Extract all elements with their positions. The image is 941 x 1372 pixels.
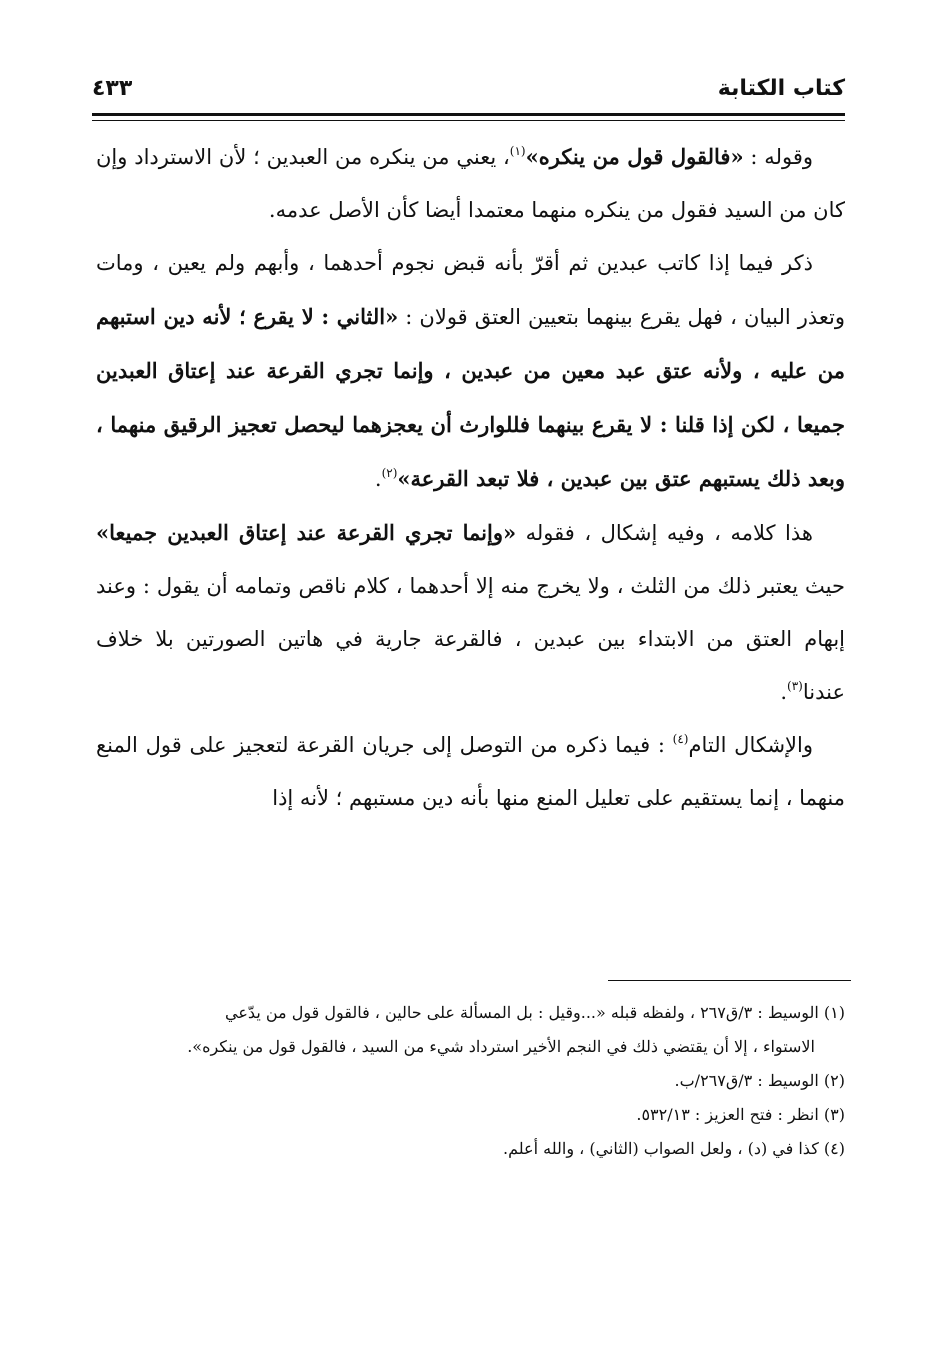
- footnote-3: (٣) انظر : فتح العزيز : ٥٣٢/١٣.: [636, 1105, 845, 1124]
- footnote-ref: (٣): [787, 679, 803, 693]
- quote-bold: «فالقول قول من ينكره»: [525, 144, 744, 169]
- footnote-ref: (٢): [381, 466, 398, 480]
- footnote-ref: (١): [509, 144, 526, 158]
- footnote-ref: (٤): [672, 732, 689, 746]
- paragraph-3: هذا كلامه ، وفيه إشكال ، فقوله «وإنما تجري القرعة عند إعتاق العبدين جميعا» حيث يعتبر ذلك من الثلث ، ولا يخرج منه إلا أحدهما ، كلام ناقص وتمامه أن يقول : وعند إبهام العتق من الابتداء بين عبدين ، فالقرعة جارية في هاتين الصورتين بلا خلاف عندنا$^{(٣)}$.: [96, 520, 845, 704]
- footnote-1-continued: الاستواء ، إلا أن يقتضي ذلك في النجم الأخير استرداد شيء من السيد ، فالقول قول من ينكره».: [187, 1037, 815, 1056]
- chapter-title: كتاب الكتابة: [717, 76, 845, 101]
- header-rule-thick: [92, 113, 845, 116]
- footnote-1: (١) الوسيط : ٣/ق٢٦٧ ، ولفظه قبله «...وقيل : بل المسألة على حالين ، فالقول قول من يدّعي: [225, 1003, 845, 1022]
- footnote-4: (٤) كذا في (د) ، ولعل الصواب (الثاني) ، والله أعلم.: [503, 1139, 845, 1158]
- paragraph-2: ذكر فيما إذا كاتب عبدين ثم أقرّ بأنه قبض نجوم أحدهما ، وأبهم ولم يعين ، ومات وتعذر البيان ، فهل يقرع بينهما بتعيين العتق قولان : «الثاني : لا يقرع ؛ لأنه دين استبهم من عليه ، ولأنه عتق عبد معين من عبدين ، وإنما تجري القرعة عند إعتاق العبدين جميعا ، لكن إذا قلنا : لا يقرع بينهما فللوارث أن يعجزهما ليحصل تعجيز الرقيق منهما ، وبعد ذلك يستبهم عتق بين عبدين ، فلا تبعد القرعة»$^{(٢)}$.: [96, 251, 846, 491]
- footnotes: [96, 996, 845, 1166]
- main-text: [96, 130, 845, 825]
- paragraph-1: وقوله : «فالقول قول من ينكره»$^{(١)}$، يعني من ينكره من العبدين ؛ لأن الاسترداد وإن كان من السيد فقول من ينكره منهما معتمدا أيضا كأن الأصل عدمه.: [96, 144, 845, 222]
- quote-bold: «الثاني : لا يقرع ؛ لأنه دين استبهم من عليه ، ولأنه عتق عبد معين من عبدين ، وإنما تجري القرعة عند إعتاق العبدين جميعا ، لكن إذا قلنا : لا يقرع بينهما فللوارث أن يعجزهما ليحصل تعجيز الرقيق منهما ، وبعد ذلك يستبهم عتق بين عبدين ، فلا تبعد القرعة»: [96, 304, 845, 491]
- page-number: ٤٣٣: [92, 76, 133, 101]
- footnote-separator: [608, 980, 851, 981]
- running-header: [92, 72, 845, 112]
- header-rule-thin: [92, 120, 845, 121]
- quote-bold: «وإنما تجري القرعة عند إعتاق العبدين جميعا»: [96, 520, 517, 545]
- paragraph-4: والإشكال التام$^{(٤)}$ : فيما ذكره من التوصل إلى جريان القرعة لتعجيز على قول المنع منهما ، إنما يستقيم على تعليل المنع منها بأنه دين مستبهم ؛ لأنه إذا: [96, 732, 845, 810]
- footnote-2: (٢) الوسيط : ٣/ق٢٦٧/ب.: [674, 1071, 845, 1090]
